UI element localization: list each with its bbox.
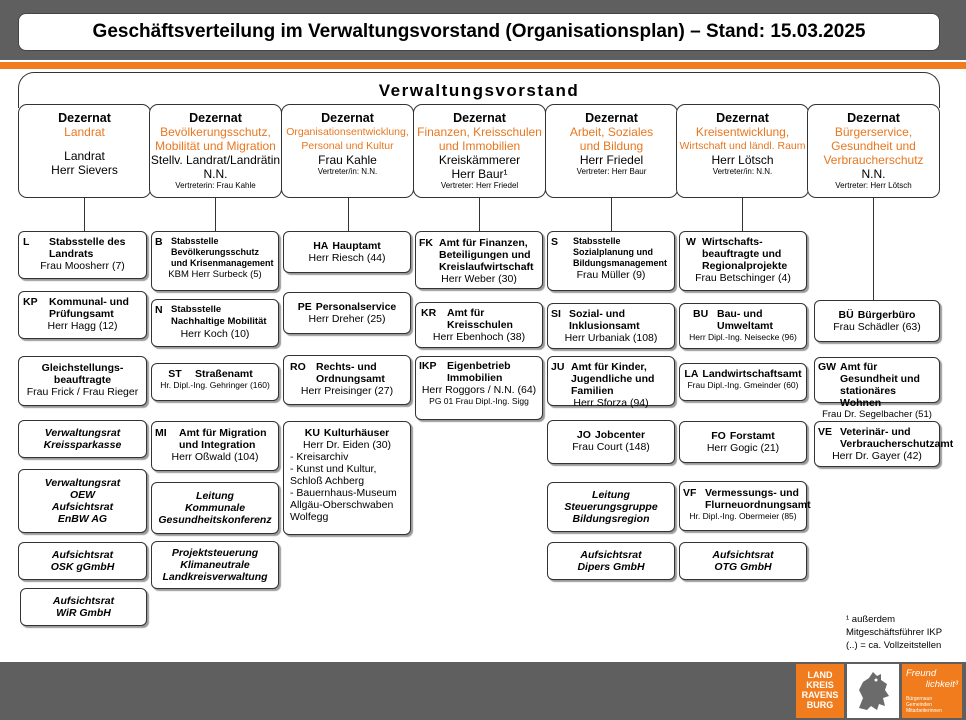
unit-ju [547,356,675,409]
dezernat-head-name: Herr Sievers [51,163,118,177]
footnote-line: Mitgeschäftsführer IKP [846,627,943,638]
freundlichkeit-logo [902,664,962,718]
dezernat-heading: Dezernat [585,111,638,125]
unit-person: Herr Dipl.-Ing. Neisecke (96) [689,332,797,342]
unit-person: Herr Weber (30) [441,273,517,285]
dezernat-heading: Dezernat [453,111,506,125]
unit-bu [679,303,807,349]
dezernat-name: Kreisentwicklung, [695,125,790,139]
page-title: Geschäftsverteilung im Verwaltungsvorstand (Organisationsplan) – Stand: 15.03.2025 [18,13,940,51]
unit-vf [679,481,811,531]
board-line: Dipers GmbH [577,561,645,573]
unit-pe [283,292,411,334]
unit-title: Straßenamt [195,368,253,380]
unit-code: HA [313,240,329,252]
unit-person: Herr Hagg (12) [47,320,118,332]
unit-code: KU [304,427,320,439]
unit-ikp [415,356,543,420]
board-line: Verwaltungsrat [44,427,121,439]
board-kreissparkasse [18,420,147,458]
unit-item: Wolfegg [290,511,329,523]
dezernat-head-title: Stellv. Landrat/Landrätin [150,153,281,167]
unit-kr [415,302,543,348]
board-line: EnBW AG [57,513,108,525]
unit-code: JU [551,361,565,373]
board-line: Steuerungsgruppe [564,501,658,513]
dezernat-organisation [281,104,414,198]
unit-title: Veterinär- und Verbraucherschutzamt [840,426,954,450]
unit-title: Forstamt [729,430,775,442]
unit-person: Herr Dreher (25) [308,313,386,325]
logo-text: RAVENS [801,690,839,700]
unit-person: Herr Dr. Eiden (30) [302,439,392,451]
unit-code: N [155,304,163,316]
connector-line [348,198,349,232]
unit-code: B [155,236,163,248]
dezernat-vertreter: Vertreterin: Frau Kahle [175,181,256,190]
unit-person: Herr Roggors / N.N. (64) [421,384,537,396]
board-line: Verwaltungsrat [44,477,121,489]
connector-line [742,198,743,232]
unit-s [547,231,675,291]
dezernat-head-name: Herr Baur¹ [451,167,508,181]
unit-person: Frau Moosherr (7) [40,260,125,272]
unit-code: L [23,236,30,248]
dezernat-buergerservice [807,104,940,198]
unit-fk [415,231,543,289]
board-steuerungsgruppe [547,482,675,532]
unit-title: Rechts- und Ordnungsamt [316,361,385,385]
unit-person: Hr. Dipl.-Ing. Obermeier (85) [689,511,797,521]
unit-gw [814,357,940,420]
unit-title: Sozial- und Inklusionsamt [569,308,640,332]
dezernat-head-name: Herr Friedel [579,153,644,167]
unit-w [679,231,807,291]
unit-person: Herr Riesch (44) [308,252,386,264]
unit-ha [283,231,411,273]
board-line: Projektsteuerung [171,547,259,559]
dezernat-name: Arbeit, Soziales [569,125,654,139]
footnote-line: (..) = ca. Vollzeitstellen [846,640,942,651]
unit-title: Kommunal- und Prüfungsamt [49,296,129,320]
unit-code: SI [551,308,561,320]
unit-code: VE [818,426,833,438]
board-line: Leitung [592,489,630,501]
unit-title: Bau- und Umweltamt [717,308,774,332]
unit-mi [151,421,279,471]
unit-title: Amt für Kinder, Jugendliche und Familien [571,361,655,397]
accent-divider [0,62,966,69]
board-line: Kreissparkasse [43,439,122,451]
unit-ku [283,421,411,535]
unit-title: Amt für Kreisschulen [447,307,513,331]
unit-person: Herr Koch (10) [180,328,250,340]
board-line: WiR GmbH [56,607,111,619]
unit-item: - Kunst und Kultur, [290,463,377,475]
board-line: Gesundheitskonferenz [158,514,272,526]
dezernat-name: und Immobilien [438,139,521,153]
board-line: Aufsichtsrat [52,595,115,607]
dezernat-name: Personal und Kultur [301,140,394,152]
board-line: Leitung [196,490,234,502]
unit-code: RO [290,361,306,373]
unit-code: KR [421,307,437,319]
footnote [846,613,942,652]
unit-code: GW [818,361,837,373]
unit-person: Frau Schädler (63) [833,321,921,333]
dezernat-name: Finanzen, Kreisschulen [417,125,542,139]
unit-person: Herr Oßwald (104) [171,451,259,463]
dezernat-heading: Dezernat [321,111,374,125]
unit-title: Stabsstelle Nachhaltige Mobilität [171,304,267,327]
unit-person: Frau Dipl.-Ing. Gmeinder (60) [687,380,799,390]
landkreis-logo [796,664,844,718]
unit-code: FO [711,430,726,442]
dezernat-head-name: N.N. [203,167,228,181]
dezernat-arbeit-soziales [545,104,678,198]
unit-title: Vermessungs- und Flurneuordnungsamt [705,487,811,511]
connector-line [479,198,480,232]
logo-text: KREIS [806,680,834,690]
unit-title: Stabsstelle Sozialplanung und Bildungsmanagement [573,236,668,268]
dezernat-head-name: N.N. [861,167,886,181]
dezernat-vertreter: Vertreter/in: N.N. [712,167,773,176]
unit-code: FK [419,237,433,249]
unit-code: KP [23,296,38,308]
unit-person: Frau Frick / Frau Rieger [26,386,139,398]
logo-text: Freund [906,668,937,679]
unit-buergerbuero [814,300,940,342]
dezernat-vertreter: Vertreter: Herr Baur [576,167,647,176]
unit-person: Herr Urbaniak (108) [564,332,658,344]
unit-person: Frau Müller (9) [576,269,646,281]
dezernat-heading: Dezernat [189,111,242,125]
unit-title: Hauptamt [332,240,381,252]
unit-title: Amt für Migration und Integration [179,427,267,451]
unit-b [151,231,279,291]
unit-code: BU [693,308,709,320]
logo-text: BURG [806,700,834,710]
board-osk [18,542,147,580]
unit-code: LA [684,368,699,380]
unit-item: Allgäu-Oberschwaben [290,499,394,511]
unit-title: Eigenbetrieb Immobilien [447,360,511,384]
unit-title: Gleichstellungs-beauftragte [41,362,124,386]
unit-code: W [686,236,696,248]
dezernat-head-name: Frau Kahle [318,153,377,167]
connector-line [611,198,612,232]
board-line: Bildungsregion [572,513,650,525]
unit-jo [547,420,675,464]
unit-title: Kulturhäuser [323,427,390,439]
board-wir [20,588,147,626]
dezernat-vertreter: Vertreter/in: N.N. [317,167,378,176]
board-line: Kommunale [184,502,246,514]
unit-item: - Kreisarchiv [290,451,349,463]
unit-title: Jobcenter [594,429,646,441]
unit-person: Frau Court (148) [572,441,650,453]
unit-ro [283,355,411,405]
unit-code: VF [683,487,697,499]
unit-la [679,363,807,401]
unit-code: ST [168,368,182,380]
dezernat-head-name: Herr Lötsch [711,153,774,167]
unit-person: Frau Dr. Segelbacher (51) [822,409,932,420]
logo-small-text: Bürgernaun Gemeinden Mitarbeiterinnen [906,696,942,714]
board-line: Klimaneutrale [180,559,250,571]
dezernat-heading: Dezernat [58,111,111,125]
dezernat-name: Organisationsentwicklung, [286,126,409,138]
unit-person: Hr. Dipl.-Ing. Gehringer (160) [160,380,270,390]
unit-title: Amt für Gesundheit und stationäres Wohnen [840,361,920,409]
unit-fo [679,421,807,463]
board-line: Landkreisverwaltung [162,571,268,583]
board-line: OSK gGmbH [50,561,115,573]
dezernat-name: Bevölkerungsschutz, [160,125,271,139]
dezernat-name: Landrat [64,125,105,139]
dezernat-heading: Dezernat [847,111,900,125]
unit-person: KBM Herr Surbeck (5) [168,269,262,280]
lion-crest-icon [847,664,899,718]
connector-line [873,198,874,300]
verwaltungsvorstand-banner: Verwaltungsvorstand [18,72,940,108]
dezernat-bevoelkerungsschutz [149,104,282,198]
board-line: Aufsichtsrat [712,549,774,561]
dezernat-finanzen [413,104,546,198]
unit-code: PE [297,301,312,313]
unit-extra: PG 01 Frau Dipl.-Ing. Sigg [429,396,529,406]
dezernat-head-title: Kreiskämmerer [438,153,521,167]
unit-kp [18,291,147,339]
unit-l [18,231,147,279]
board-line: Aufsichtsrat [51,501,114,513]
unit-person: Herr Sforza (94) [573,397,649,409]
unit-person: Herr Dr. Gayer (42) [832,450,922,462]
board-dipers [547,542,675,580]
unit-si [547,303,675,349]
connector-line [84,198,85,232]
unit-code: S [551,236,559,248]
unit-code: MI [155,427,167,439]
unit-code: BÜ [838,309,854,321]
dezernat-head-title: Landrat [64,149,105,163]
dezernat-name: und Bildung [579,139,644,153]
board-gesundheitskonferenz [151,482,279,534]
unit-st [151,363,279,401]
unit-title: Amt für Finanzen, Beteiligungen und Kreislaufwirtschaft [439,237,534,273]
dezernat-name: Gesundheit und [831,139,916,153]
unit-ve [814,421,954,467]
dezernat-name: Bürgerservice, [834,125,913,139]
unit-n [151,299,279,347]
unit-code: JO [576,429,591,441]
unit-item: Schloß Achberg [290,475,365,487]
dezernat-name: Wirtschaft und ländl. Raum [679,140,806,152]
unit-title: Stabsstelle des Landrats [49,236,126,260]
unit-code: IKP [419,360,437,372]
unit-title: Bürgerbüro [857,309,916,321]
dezernat-heading: Dezernat [716,111,769,125]
unit-person: Herr Ebenhoch (38) [432,331,526,343]
unit-gleichstellung [18,356,147,406]
unit-person: Herr Gogic (21) [706,442,780,454]
dezernat-name: Mobilität und Migration [155,139,276,153]
board-line: OTG GmbH [714,561,772,573]
connector-line [215,198,216,232]
board-line: Aufsichtsrat [580,549,642,561]
footnote-line: ¹ außerdem [846,614,896,625]
dezernat-vertreter: Vertreter: Herr Friedel [440,181,519,190]
unit-title: Wirtschafts-beauftragte und Regionalprojekte [702,236,788,272]
dezernat-vertreter: Vertreter: Herr Lötsch [835,181,912,190]
dezernat-name: Verbraucherschutz [823,153,924,167]
logo-text: lichkeit³ [925,679,958,690]
board-line: Aufsichtsrat [51,549,114,561]
unit-title: Personalservice [315,301,397,313]
unit-title: Landwirtschaftsamt [702,368,802,380]
dezernat-kreisentwicklung [676,104,809,198]
unit-person: Frau Betschinger (4) [695,272,791,284]
logo-text: LAND [807,670,833,680]
unit-item: - Bauernhaus-Museum [290,487,397,499]
unit-title: Stabsstelle Bevölkerungsschutz und Krisenmanagement [171,236,274,268]
dezernat-landrat [18,104,151,198]
unit-person: Herr Preisinger (27) [300,385,394,397]
board-otg [679,542,807,580]
board-line: OEW [69,489,96,501]
board-oew-enbw [18,469,147,533]
board-klimaneutral [151,541,279,589]
